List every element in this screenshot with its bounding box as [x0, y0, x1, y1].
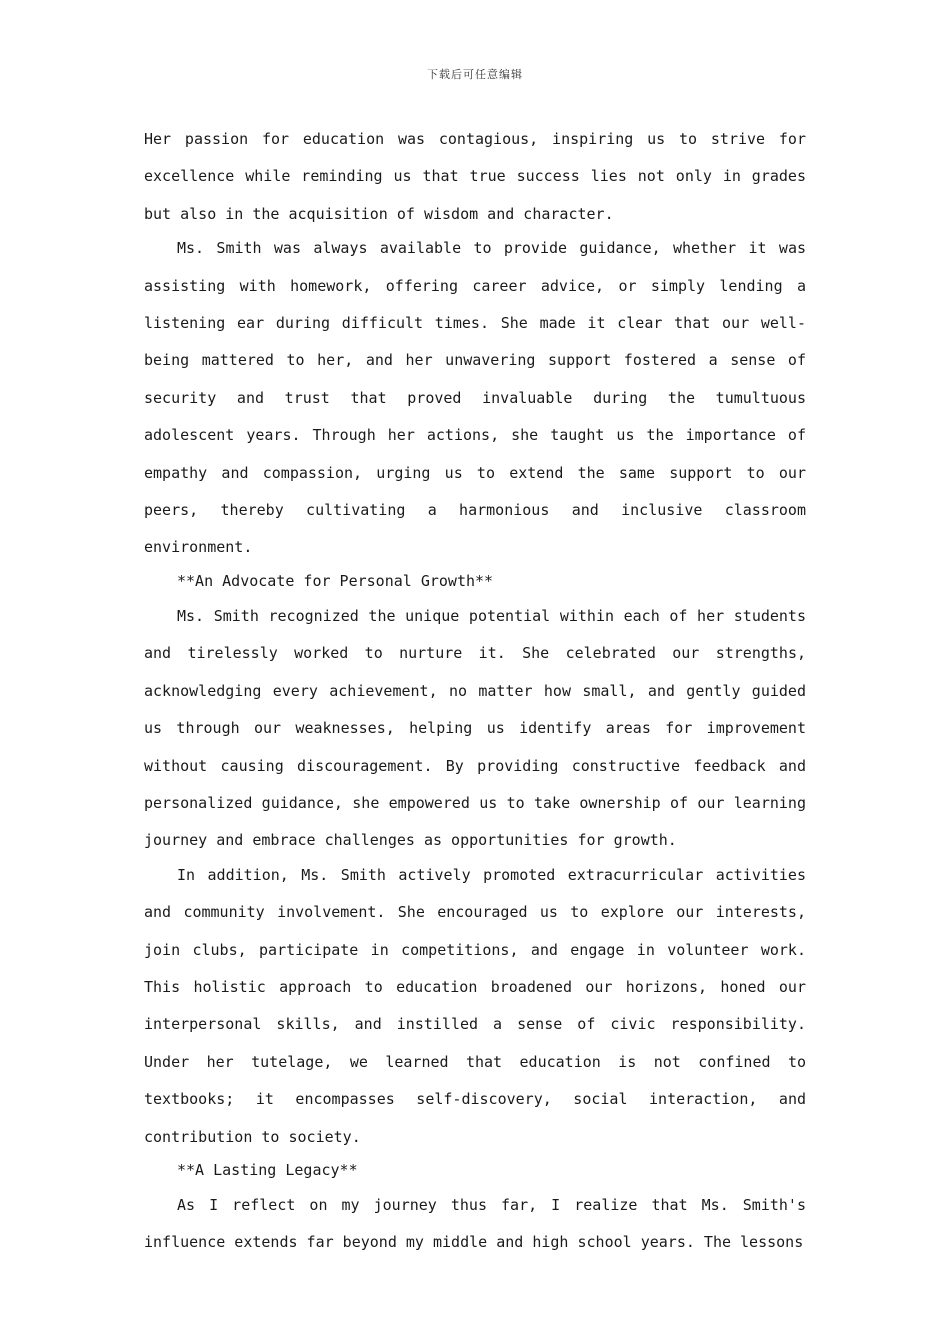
page-header: 下载后可任意编辑	[427, 68, 523, 81]
section-heading-personal-growth: **An Advocate for Personal Growth**	[177, 571, 494, 590]
paragraph-extracurricular: In addition, Ms. Smith actively promoted extracurricular activities and community involvement. She encouraged us to explore our interests, join clubs, participate in competitions, and engage in volunteer work. This holistic approach to education broadened our horizons, honed our interpersonal skills, and instilled a sense of civic responsibility. Under her tutelage, we learned that education is not confined to textbooks; it encompasses self-discovery, social interaction, and contribution to society.	[144, 865, 806, 1146]
paragraph-potential: Ms. Smith recognized the unique potential within each of her students and tirelessly worked to nurture it. She celebrated our strengths, acknowledging every achievement, no matter how small, and gently guided us through our weaknesses, helping us identify areas for improvement without causing discouragement. By providing constructive feedback and personalized guidance, she empowered us to take ownership of our learning journey and embrace challenges as opportunities for growth.	[144, 606, 806, 850]
document-body	[144, 121, 806, 1259]
section-heading-lasting-legacy: **A Lasting Legacy**	[177, 1160, 358, 1179]
paragraph-reflection: As I reflect on my journey thus far, I realize that Ms. Smith's influence extends far beyond my middle and high school years. The lessons	[144, 1195, 806, 1252]
paragraph-guidance: Ms. Smith was always available to provide guidance, whether it was assisting with homework, offering career advice, or simply lending a listening ear during difficult times. She made it clear that our well-being mattered to her, and her unwavering support fostered a sense of security and trust that proved invaluable during the tumultuous adolescent years. Through her actions, she taught us the importance of empathy and compassion, urging us to extend the same support to our peers, thereby cultivating a harmonious and inclusive classroom environment.	[144, 239, 806, 557]
paragraph-passion: Her passion for education was contagious, inspiring us to strive for excellence while reminding us that true success lies not only in grades but also in the acquisition of wisdom and character.	[144, 130, 806, 223]
